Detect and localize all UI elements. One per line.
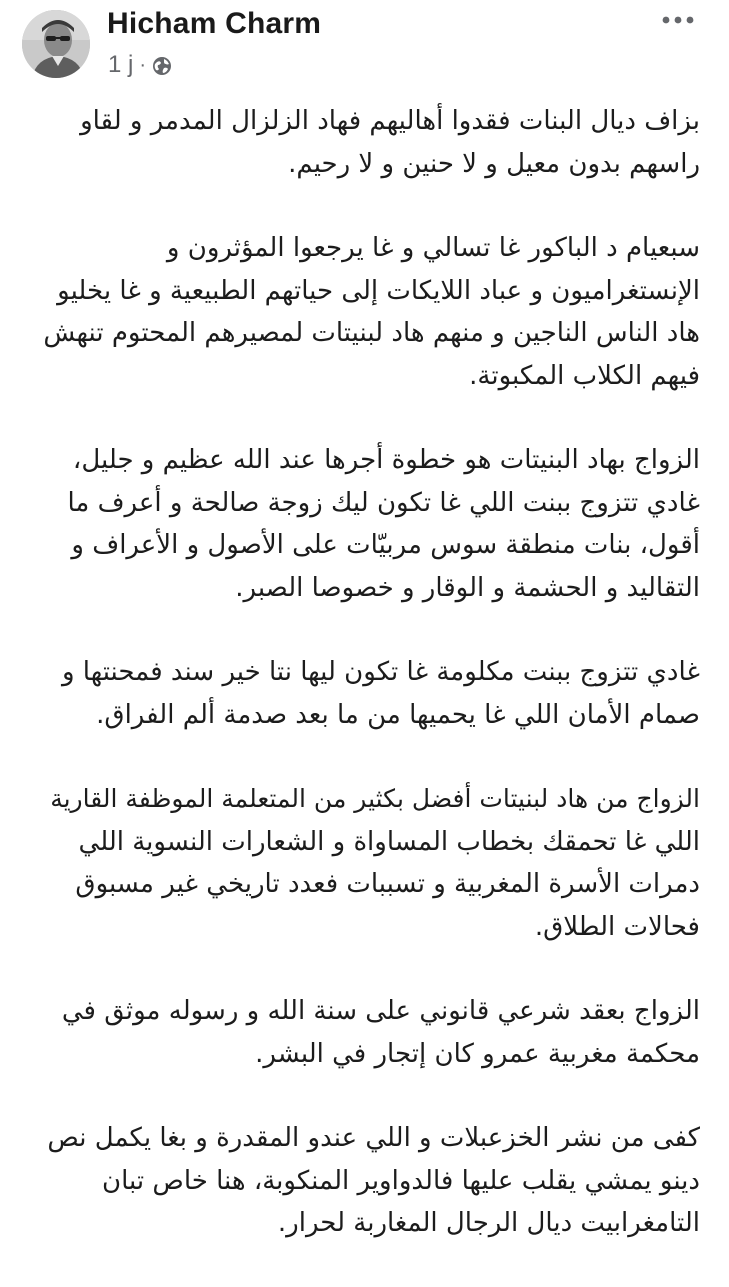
text-line: الزواج بهاد البنيتات هو خطوة أجرها عند الله عظيم و جليل،: [72, 445, 700, 475]
text-line: الزواج من هاد لبنيتات أفضل بكثير من المتعلمة الموظفة القارية: [50, 784, 700, 813]
text-line: فيهم الكلاب المكبوتة.: [469, 360, 700, 391]
text-line: أقول، بنات منطقة سوس مربيّات على الأصول و الأعراف و: [71, 530, 700, 560]
post-paragraph: [40, 439, 700, 609]
post-meta: [108, 50, 172, 80]
text-line: غادي تتزوج ببنت اللي غا تكون ليك زوجة صالحة و أعرف ما: [67, 487, 700, 518]
text-line: بزاف ديال البنات فقدوا أهاليهم فهاد الزلزال المدمر و لقاو: [80, 106, 700, 136]
post-paragraph: [40, 778, 700, 948]
text-line: التامغرابيت ديال الرجال المغاربة لحرار.: [277, 1208, 700, 1238]
post-paragraph: [40, 651, 700, 736]
text-line: فحالات الطلاق.: [534, 911, 700, 942]
text-line: اللي غا تحمقك بخطاب المساواة و الشعارات النسوية اللي: [78, 826, 700, 857]
globe-icon[interactable]: [152, 55, 172, 75]
text-line: الإنستغراميون و عباد اللايكات إلى حياتهم الطبيعية و غا يخليو: [57, 275, 700, 306]
author-name[interactable]: Hicham Charm: [107, 7, 322, 40]
text-line: هاد الناس الناجين و منهم هاد لبنيتات لمصيرهم المحتوم تنهش: [43, 318, 700, 348]
text-line: الزواج بعقد شرعي قانوني على سنة الله و رسوله موثق في: [61, 996, 700, 1026]
post-paragraph: [40, 1117, 700, 1245]
post-paragraph: [40, 227, 700, 397]
meta-separator: ·: [139, 53, 147, 76]
post-time[interactable]: 1 j: [108, 51, 134, 78]
text-line: محكمة مغربية عمرو كان إتجار في البشر.: [255, 1038, 700, 1069]
post-body: [40, 100, 700, 1287]
more-horizontal-icon[interactable]: [661, 12, 695, 28]
author-avatar[interactable]: [22, 10, 90, 78]
text-line: كفى من نشر الخزعبلات و اللي عندو المقدرة و بغا يكمل نص: [47, 1123, 700, 1153]
text-line: دينو يمشي يقلب عليها فالدواوير المنكوبة، هنا خاص تبان: [102, 1165, 700, 1196]
avatar-photo-icon: [22, 10, 90, 78]
post-paragraph: [40, 990, 700, 1075]
text-line: صمام الأمان اللي غا يحميها من ما بعد صدمة ألم الفراق.: [96, 699, 700, 730]
text-line: راسهم بدون معيل و لا حنين و لا رحيم.: [288, 148, 700, 179]
post-paragraph: [40, 100, 700, 185]
post-header: [0, 0, 729, 90]
text-line: دمرات الأسرة المغربية و تسببات فعدد تاريخي غير مسبوق: [75, 869, 700, 899]
text-line: غادي تتزوج ببنت مكلومة غا تكون ليها نتا خير سند فمحنتها و: [61, 657, 700, 687]
text-line: سبعيام د الباكور غا تسالي و غا يرجعوا المؤثرون و: [166, 233, 700, 263]
text-line: التقاليد و الحشمة و الوقار و خصوصا الصبر.: [235, 572, 700, 603]
